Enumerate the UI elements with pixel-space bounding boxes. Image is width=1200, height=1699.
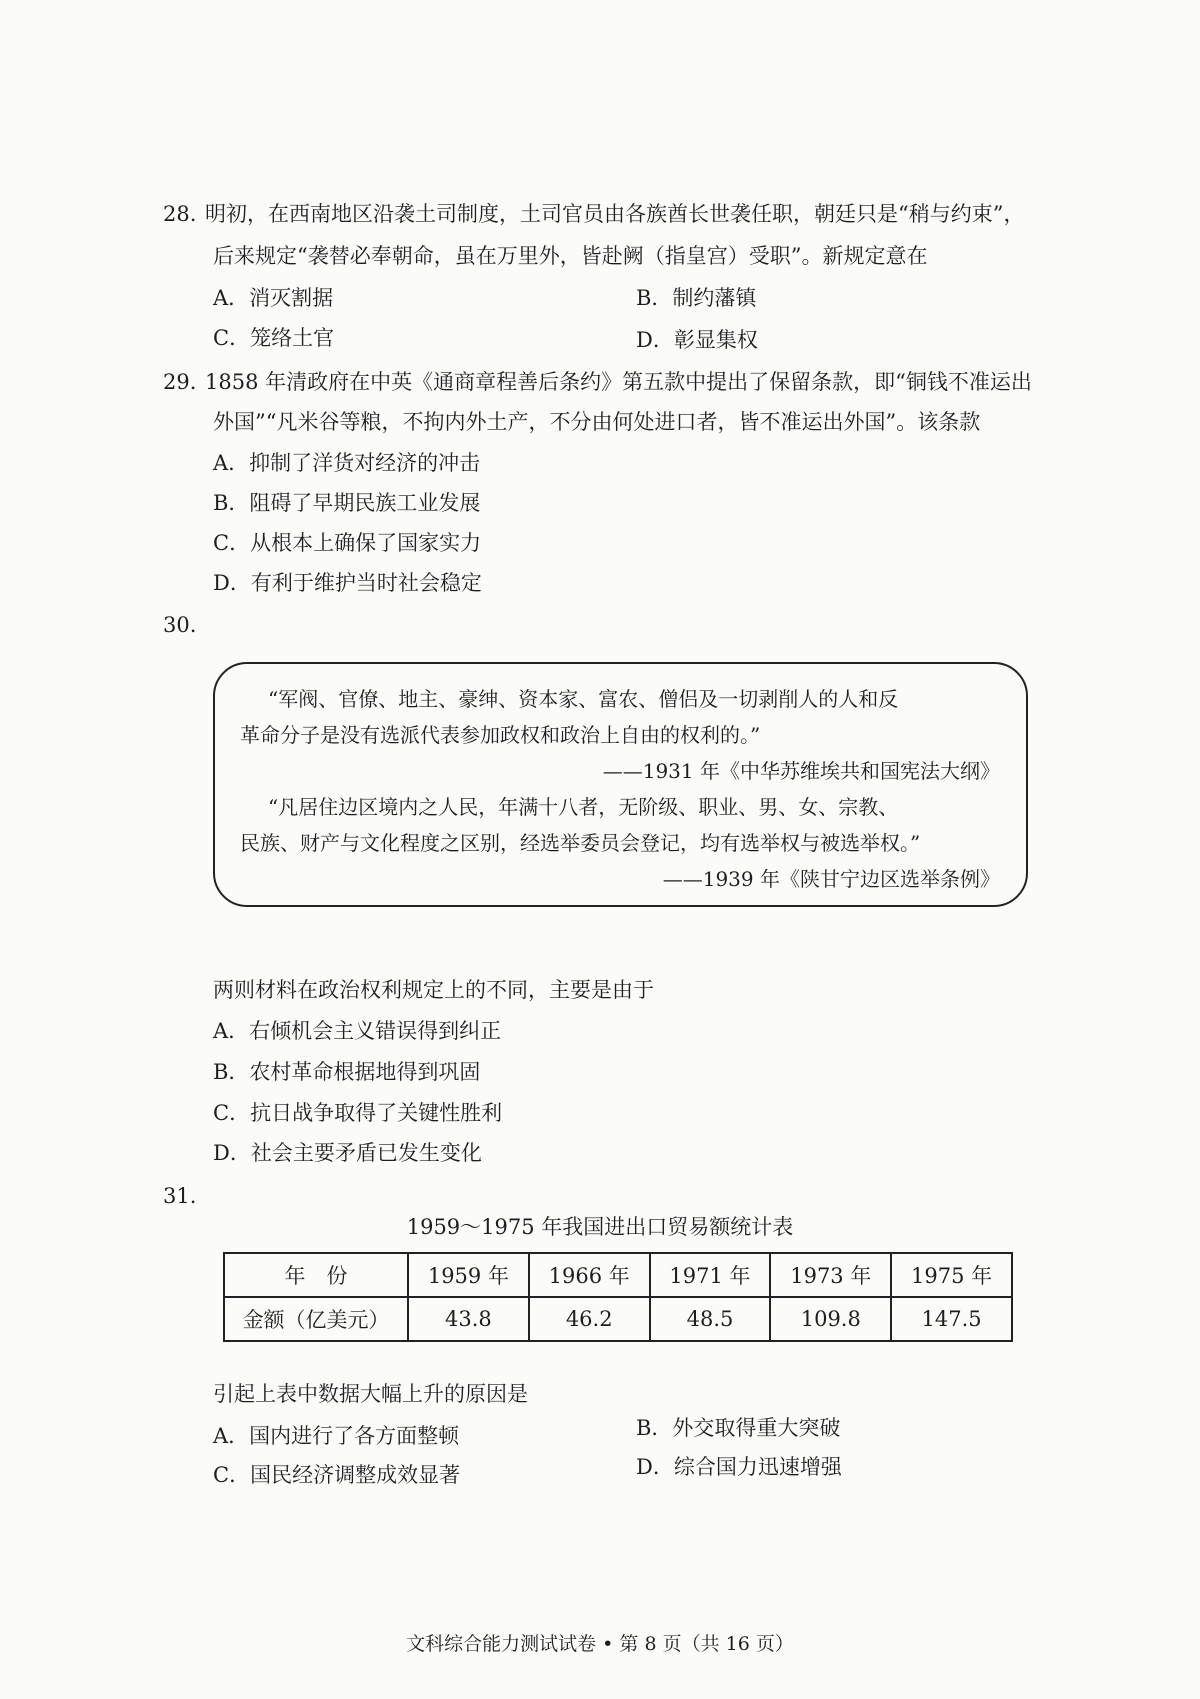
q28-stem-line2: 后来规定“袭替必奉朝命，虽在万里外，皆赴阙（指皇宫）受职”。新规定意在 — [213, 244, 928, 268]
q30-material-p2-source: ——1939 年《陕甘宁边区选举条例》 — [662, 867, 1000, 891]
q29-number: 29. — [163, 370, 197, 394]
q29-option-a: A．抑制了洋货对经济的冲击 — [213, 451, 481, 475]
q31-stem: 引起上表中数据大幅上升的原因是 — [213, 1382, 528, 1406]
q29-stem-line2: 外国”“凡米谷等粮，不拘内外土产，不分由何处进口者，皆不准运出外国”。该条款 — [213, 410, 981, 434]
q28-option-d: D．彰显集权 — [636, 328, 758, 352]
q31-option-b: B．外交取得重大突破 — [636, 1416, 841, 1440]
q28-option-b: B．制约藩镇 — [636, 286, 757, 310]
table-value-1975: 147.5 — [891, 1297, 1012, 1341]
q29-option-d: D．有利于维护当时社会稳定 — [213, 571, 482, 595]
table-row-label: 金额（亿美元） — [224, 1297, 408, 1341]
q31-option-a: A．国内进行了各方面整顿 — [213, 1424, 460, 1448]
q28-stem-line1: 明初，在西南地区沿袭土司制度，土司官员由各族酋长世袭任职，朝廷只是“稍与约束”， — [205, 202, 1025, 226]
q28-option-a: A．消灭割据 — [213, 286, 334, 310]
q31-option-d: D．综合国力迅速增强 — [636, 1455, 842, 1479]
table-row — [224, 1253, 1012, 1297]
table-year-1959: 1959 年 — [408, 1253, 529, 1297]
table-header-label: 年 份 — [224, 1253, 408, 1297]
table-row — [224, 1297, 1012, 1341]
q30-stem: 两则材料在政治权利规定上的不同，主要是由于 — [213, 978, 654, 1002]
table-year-1971: 1971 年 — [650, 1253, 771, 1297]
q31-option-c: C．国民经济调整成效显著 — [213, 1463, 461, 1487]
q31-table-title: 1959～1975 年我国进出口贸易额统计表 — [406, 1215, 794, 1239]
q28-option-c: C．笼络土官 — [213, 326, 335, 350]
q30-option-b: B．农村革命根据地得到巩固 — [213, 1060, 481, 1084]
q30-material-p2-line1: “凡居住边区境内之人民，年满十八者，无阶级、职业、男、女、宗教、 — [268, 795, 899, 819]
table-year-1966: 1966 年 — [529, 1253, 650, 1297]
q30-option-a: A．右倾机会主义错误得到纠正 — [213, 1019, 502, 1043]
table-value-1971: 48.5 — [650, 1297, 771, 1341]
q30-material-p1-line1: “军阀、官僚、地主、豪绅、资本家、富农、僧侣及一切剥削人的人和反 — [268, 687, 899, 711]
table-year-1975: 1975 年 — [891, 1253, 1012, 1297]
q29-option-c: C．从根本上确保了国家实力 — [213, 531, 482, 555]
q30-material-p2-line2: 民族、财产与文化程度之区别，经选举委员会登记，均有选举权与被选举权。” — [240, 831, 921, 855]
q30-material-p1-line2: 革命分子是没有选派代表参加政权和政治上自由的权利的。” — [240, 723, 761, 747]
q30-material-p1-source: ——1931 年《中华苏维埃共和国宪法大纲》 — [602, 759, 1000, 783]
page-footer: 文科综合能力测试试卷 • 第 8 页（共 16 页） — [406, 1633, 794, 1655]
trade-table — [223, 1252, 1013, 1342]
table-value-1959: 43.8 — [408, 1297, 529, 1341]
q31-number: 31. — [163, 1184, 197, 1208]
q29-option-b: B．阻碍了早期民族工业发展 — [213, 491, 481, 515]
q30-option-c: C．抗日战争取得了关键性胜利 — [213, 1101, 503, 1125]
q28-number: 28. — [163, 202, 197, 226]
q30-option-d: D．社会主要矛盾已发生变化 — [213, 1141, 482, 1165]
table-value-1966: 46.2 — [529, 1297, 650, 1341]
table-value-1973: 109.8 — [770, 1297, 891, 1341]
q29-stem-line1: 1858 年清政府在中英《通商章程善后条约》第五款中提出了保留条款，即“铜钱不准运出 — [205, 370, 1032, 394]
q30-number: 30. — [163, 613, 197, 637]
table-year-1973: 1973 年 — [770, 1253, 891, 1297]
